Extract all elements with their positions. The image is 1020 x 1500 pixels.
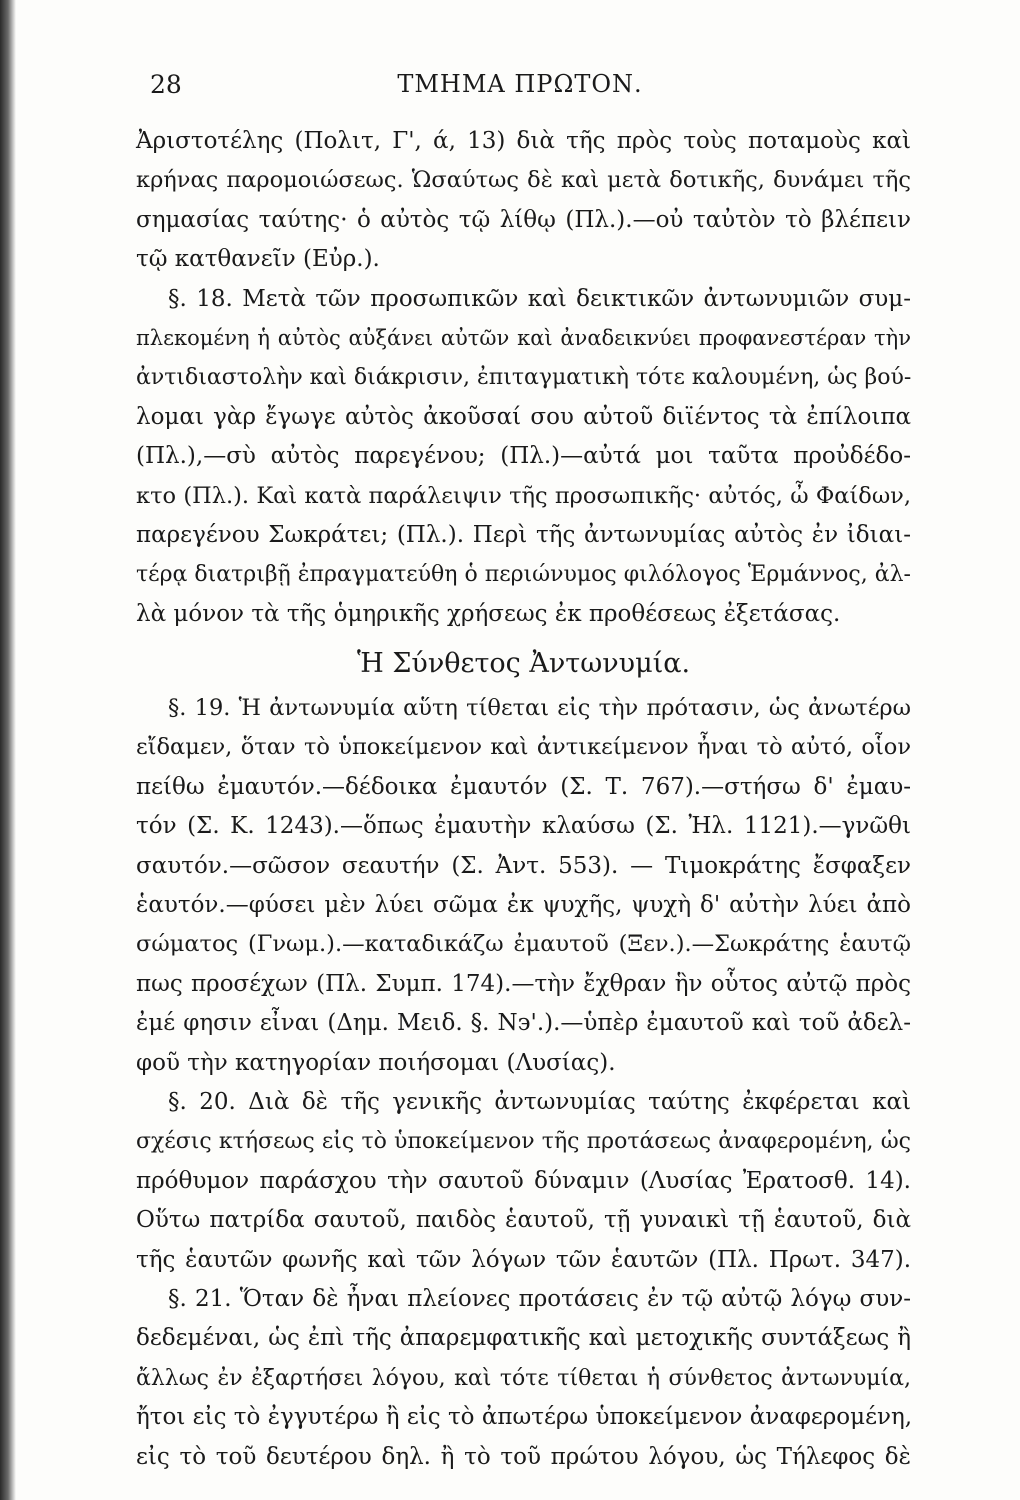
text-line: τόν (Σ. Κ. 1243).—ὅπως ἐμαυτὴν κλαύσω (Σ. Ἠλ. 1121).—γνῶθι: [136, 813, 911, 840]
text-line: κτο (Πλ.). Καὶ κατὰ παράλειψιν τῆς προσωπικῆς· αὐτός, ὦ Φαίδων,: [136, 482, 911, 509]
text-line: ἀντιδιαστολὴν καὶ διάκρισιν, ἐπιταγματικὴ τότε καλουμένη, ὡς βού-: [136, 365, 912, 391]
text-line: λομαι γὰρ ἔγωγε αὐτὸς ἀκοῦσαί σου αὐτοῦ διϊέντος τὰ ἐπίλοιπα: [136, 403, 911, 430]
text-line: ἤτοι εἰς τὸ ἐγγυτέρω ἢ εἰς τὸ ἀπωτέρω ὑποκείμενον ἀναφερομένη,: [136, 1404, 913, 1431]
text-line: τῆς ἑαυτῶν φωνῆς καὶ τῶν λόγων τῶν ἑαυτῶν (Πλ. Πρωτ. 347).: [136, 1246, 911, 1273]
section-21-start: §. 21. Ὅταν δὲ ἦναι πλείονες προτάσεις ἐν τῷ αὐτῷ λόγῳ συν-: [168, 1285, 911, 1312]
text-line: εἰς τὸ τοῦ δευτέρου δηλ. ἢ τὸ τοῦ πρώτου λόγου, ὡς Τήλεφος δὲ: [136, 1443, 911, 1470]
text-line: κρήνας παρομοιώσεως. Ὡσαύτως δὲ καὶ μετὰ δοτικῆς, δυνάμει τῆς: [136, 167, 911, 194]
text-line: σαυτόν.—σῶσον σεαυτήν (Σ. Ἀντ. 553). — Τιμοκράτης ἔσφαξεν: [136, 852, 911, 879]
section-19-start: §. 19. Ἡ ἀντωνυμία αὕτη τίθεται εἰς τὴν πρότασιν, ὡς ἀνωτέρω: [168, 695, 911, 722]
page-binding-edge: [0, 0, 16, 1500]
page-number: 28: [150, 70, 182, 99]
text-line: σώματος (Γνωμ.).—καταδικάζω ἐμαυτοῦ (Ξεν.).—Σωκράτης ἑαυτῷ: [136, 931, 911, 958]
text-line: (Πλ.),—σὺ αὐτὸς παρεγένου; (Πλ.)—αὐτά μοι ταῦτα προὐδέδο-: [136, 443, 911, 470]
text-line: ἐμέ φησιν εἶναι (Δημ. Μειδ. §. Ν϶'.).—ὑπὲρ ἐμαυτοῦ καὶ τοῦ ἀδελ-: [136, 1010, 911, 1037]
page-header: [150, 70, 890, 110]
text-line: σημασίας ταύτης· ὁ αὐτὸς τῷ λίθῳ (Πλ.).—οὐ ταὐτὸν τὸ βλέπειν: [136, 206, 911, 233]
text-line: τῷ κατθανεῖν (Εὐρ.).: [136, 246, 380, 273]
body-text: [136, 122, 911, 1477]
text-line: εἴδαμεν, ὅταν τὸ ὑποκείμενον καὶ ἀντικείμενον ἦναι τὸ αὐτό, οἷον: [136, 734, 911, 761]
text-line: πείθω ἐμαυτόν.—δέδοικα ἐμαυτόν (Σ. Τ. 767).—στήσω δ' ἐμαυ-: [136, 773, 911, 800]
text-line: τέρᾳ διατριβῇ ἐπραγματεύθη ὁ περιώνυμος φιλόλογος Ἑρμάννος, ἀλ-: [136, 562, 911, 588]
text-line: παρεγένου Σωκράτει; (Πλ.). Περὶ τῆς ἀντωνυμίας αὐτὸς ἐν ἰδιαι-: [136, 521, 911, 548]
section-18-start: §. 18. Μετὰ τῶν προσωπικῶν καὶ δεικτικῶν ἀντωνυμιῶν συμ-: [168, 285, 911, 312]
text-line: πλεκομένη ἡ αὐτὸς αὐξάνει αὐτῶν καὶ ἀναδεικνύει προφανεστέραν τὴν: [136, 325, 911, 350]
text-line: ἄλλως ἐν ἐξαρτήσει λόγου, καὶ τότε τίθεται ἡ σύνθετος ἀντωνυμία,: [136, 1365, 911, 1391]
text-line: πρόθυμον παράσχου τὴν σαυτοῦ δύναμιν (Λυσίας Ἐρατοσθ. 14).: [136, 1167, 911, 1194]
text-line: ἑαυτόν.—φύσει μὲν λύει σῶμα ἐκ ψυχῆς, ψυχὴ δ' αὐτὴν λύει ἀπὸ: [136, 892, 911, 919]
running-title: ΤΜΗΜΑ ΠΡΩΤΟΝ.: [397, 70, 643, 98]
text-line: Οὕτω πατρίδα σαυτοῦ, παιδὸς ἑαυτοῦ, τῇ γυναικὶ τῇ ἑαυτοῦ, διὰ: [136, 1207, 911, 1234]
text-line: πως προσέχων (Πλ. Συμπ. 174).—τὴν ἔχθραν ἣν οὗτος αὐτῷ πρὸς: [136, 970, 911, 997]
text-line: Ἀριστοτέλης (Πολιτ, Γ', ά, 13) διὰ τῆς πρὸς τοὺς ποταμοὺς καὶ: [136, 128, 911, 154]
section-heading: Ἡ Σύνθετος Ἀντωνυμία.: [356, 648, 691, 680]
text-line: σχέσις κτήσεως εἰς τὸ ὑποκείμενον τῆς προτάσεως ἀναφερομένη, ὡς: [136, 1129, 911, 1155]
text-line: λὰ μόνον τὰ τῆς ὁμηρικῆς χρήσεως ἐκ προθέσεως ἐξετάσας.: [136, 600, 841, 627]
section-20-start: §. 20. Διὰ δὲ τῆς γενικῆς ἀντωνυμίας ταύτης ἐκφέρεται καὶ: [168, 1088, 911, 1115]
text-line: φοῦ τὴν κατηγορίαν ποιήσομαι (Λυσίας).: [136, 1049, 616, 1076]
text-line: δεδεμέναι, ὡς ἐπὶ τῆς ἀπαρεμφατικῆς καὶ μετοχικῆς συντάξεως ἢ: [136, 1325, 911, 1352]
